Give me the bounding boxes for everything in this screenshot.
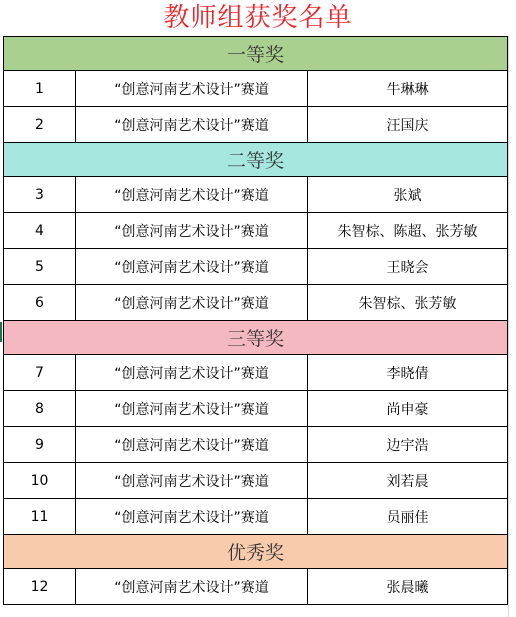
cell-winners[interactable]: 朱智棕、陈超、张芳敏 bbox=[308, 213, 508, 249]
table-row bbox=[4, 355, 508, 391]
section-second-prize bbox=[4, 143, 508, 177]
table-row bbox=[4, 499, 508, 535]
cell-number[interactable]: 12 bbox=[4, 569, 76, 605]
cell-track[interactable]: “创意河南艺术设计”赛道 bbox=[76, 427, 308, 463]
table-row bbox=[4, 427, 508, 463]
award-list-table bbox=[3, 36, 508, 605]
table-row bbox=[4, 71, 508, 107]
section-excellence-prize bbox=[4, 535, 508, 569]
cell-winners[interactable]: 李晓倩 bbox=[308, 355, 508, 391]
section-heading-first-prize[interactable]: 一等奖 bbox=[4, 37, 508, 71]
cell-winners[interactable]: 王晓会 bbox=[308, 249, 508, 285]
cell-track[interactable]: “创意河南艺术设计”赛道 bbox=[76, 463, 308, 499]
cell-winners[interactable]: 刘若晨 bbox=[308, 463, 508, 499]
cell-winners[interactable]: 张晨曦 bbox=[308, 569, 508, 605]
cell-number[interactable]: 4 bbox=[4, 213, 76, 249]
cell-number[interactable]: 3 bbox=[4, 177, 76, 213]
table-row bbox=[4, 249, 508, 285]
cell-winners[interactable]: 尚申豪 bbox=[308, 391, 508, 427]
table-row bbox=[4, 213, 508, 249]
cell-number[interactable]: 9 bbox=[4, 427, 76, 463]
table-row bbox=[4, 177, 508, 213]
cell-track[interactable]: “创意河南艺术设计”赛道 bbox=[76, 213, 308, 249]
cell-number[interactable]: 8 bbox=[4, 391, 76, 427]
cell-number[interactable]: 1 bbox=[4, 71, 76, 107]
cell-number[interactable]: 7 bbox=[4, 355, 76, 391]
cell-track[interactable]: “创意河南艺术设计”赛道 bbox=[76, 177, 308, 213]
cell-track[interactable]: “创意河南艺术设计”赛道 bbox=[76, 71, 308, 107]
cell-number[interactable]: 10 bbox=[4, 463, 76, 499]
cell-winners[interactable]: 牛琳琳 bbox=[308, 71, 508, 107]
cell-number[interactable]: 2 bbox=[4, 107, 76, 143]
cell-track[interactable]: “创意河南艺术设计”赛道 bbox=[76, 107, 308, 143]
cell-number[interactable]: 11 bbox=[4, 499, 76, 535]
cell-winners[interactable]: 朱智棕、张芳敏 bbox=[308, 285, 508, 321]
cell-number[interactable]: 6 bbox=[4, 285, 76, 321]
cell-track[interactable]: “创意河南艺术设计”赛道 bbox=[76, 569, 308, 605]
cell-track[interactable]: “创意河南艺术设计”赛道 bbox=[76, 285, 308, 321]
table-row bbox=[4, 463, 508, 499]
cell-winners[interactable]: 汪国庆 bbox=[308, 107, 508, 143]
cell-track[interactable]: “创意河南艺术设计”赛道 bbox=[76, 391, 308, 427]
section-third-prize bbox=[4, 321, 508, 355]
cell-track[interactable]: “创意河南艺术设计”赛道 bbox=[76, 249, 308, 285]
cell-number[interactable]: 5 bbox=[4, 249, 76, 285]
cell-track[interactable]: “创意河南艺术设计”赛道 bbox=[76, 355, 308, 391]
row-selection-marker bbox=[0, 322, 2, 342]
table-row bbox=[4, 569, 508, 605]
sheet-title[interactable]: 教师组获奖名单 bbox=[163, 3, 353, 33]
cell-winners[interactable]: 张斌 bbox=[308, 177, 508, 213]
column-gridline bbox=[508, 36, 509, 617]
table-row bbox=[4, 391, 508, 427]
cell-winners[interactable]: 员丽佳 bbox=[308, 499, 508, 535]
cell-track[interactable]: “创意河南艺术设计”赛道 bbox=[76, 499, 308, 535]
table-row bbox=[4, 285, 508, 321]
cell-winners[interactable]: 边宇浩 bbox=[308, 427, 508, 463]
section-heading-excellence-prize[interactable]: 优秀奖 bbox=[4, 535, 508, 569]
section-heading-third-prize[interactable]: 三等奖 bbox=[4, 321, 508, 355]
table-row bbox=[4, 107, 508, 143]
section-heading-second-prize[interactable]: 二等奖 bbox=[4, 143, 508, 177]
section-first-prize bbox=[4, 37, 508, 71]
